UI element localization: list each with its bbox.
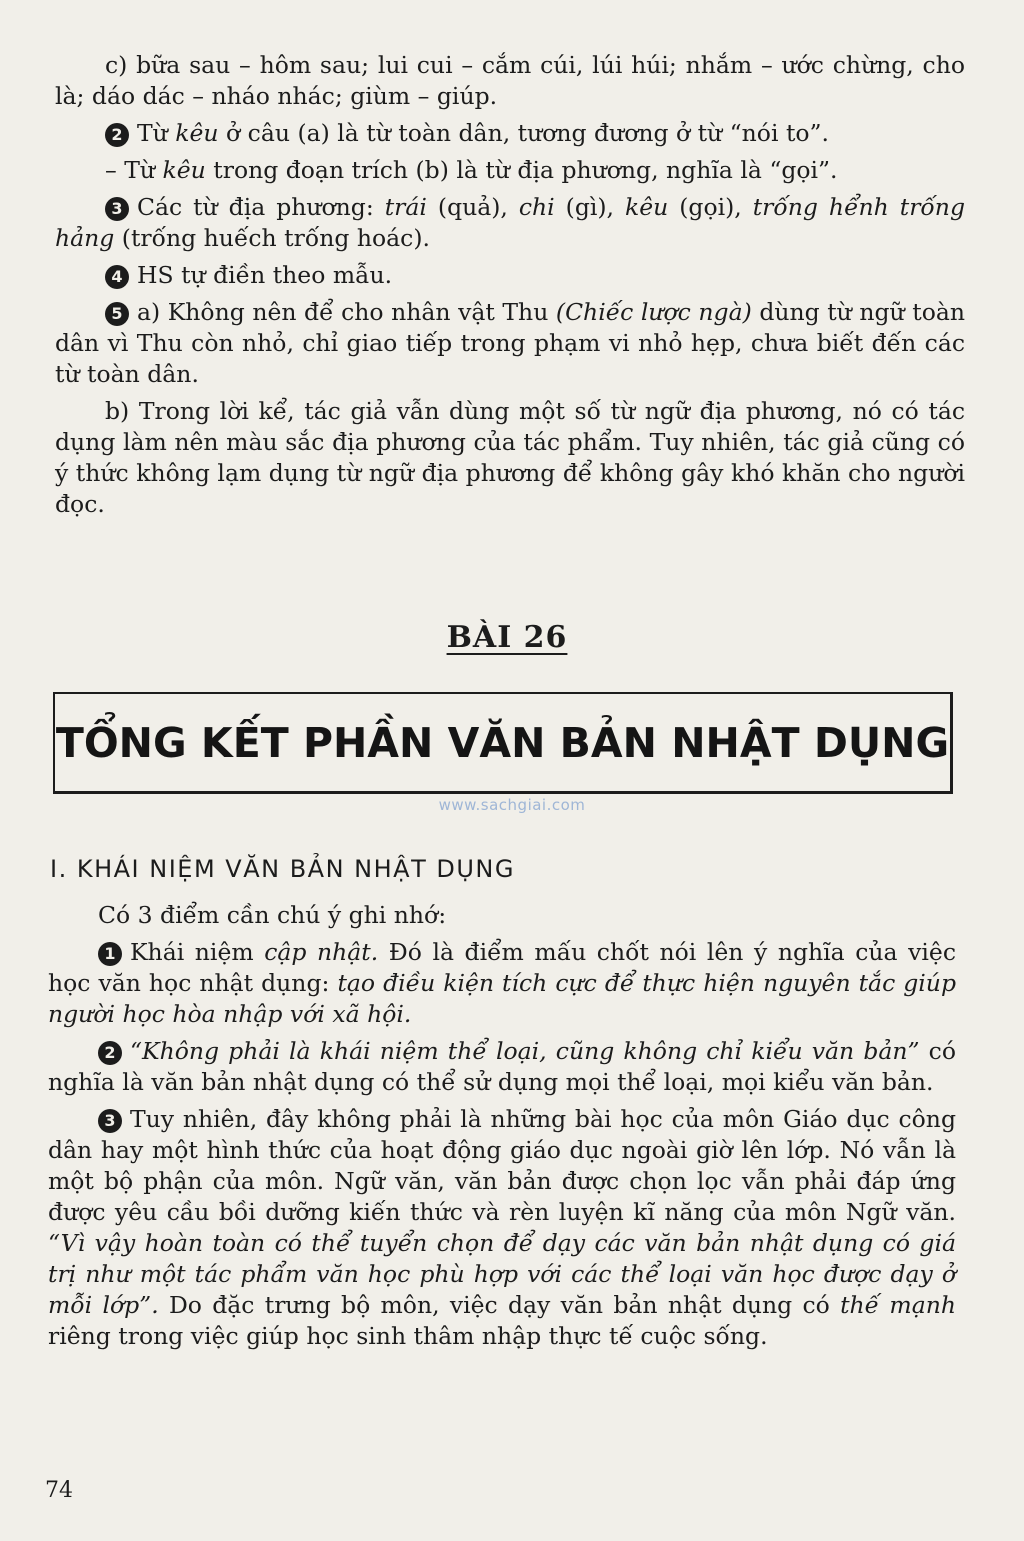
number-2b-icon: 2 — [98, 1041, 122, 1065]
number-2-icon: 2 — [105, 123, 129, 147]
answer-5a: 5 a) Không nên để cho nhân vật Thu (Chiếc lược ngà) dùng từ ngữ toàn dân vì Thu còn nhỏ, chỉ giao tiếp trong phạm vi nhỏ hẹp, chưa biết đến các từ toàn dân. — [55, 298, 965, 388]
number-5-icon: 5 — [105, 302, 129, 326]
section-body — [48, 900, 956, 1358]
answer-2: 2 Từ kêu ở câu (a) là từ toàn dân, tương đương ở từ “nói to”. — [55, 118, 965, 149]
lesson-title: TỔNG KẾT PHẦN VĂN BẢN NHẬT DỤNG — [55, 718, 950, 767]
answer-2b: – Từ kêu trong đoạn trích (b) là từ địa phương, nghĩa là “gọi”. — [105, 156, 838, 184]
number-1-icon: 1 — [98, 942, 122, 966]
section-intro: Có 3 điểm cần chú ý ghi nhớ: — [98, 901, 447, 929]
page-number: 74 — [45, 1478, 73, 1503]
point-2: 2 “Không phải là khái niệm thể loại, cũng không chỉ kiểu văn bản” có nghĩa là văn bản nhật dụng có thể sử dụng mọi thể loại, mọi kiểu văn bản. — [48, 1037, 956, 1096]
point-1: 1 Khái niệm cập nhật. Đó là điểm mấu chốt nói lên ý nghĩa của việc học văn học nhật dụng: tạo điều kiện tích cực để thực hiện nguyên tắc giúp người học hòa nhập với xã hội. — [48, 938, 956, 1028]
answer-1c: c) bữa sau – hôm sau; lui cui – cắm cúi, lúi húi; nhắm – ước chừng, cho là; dáo dác – nháo nhác; giùm – giúp. — [55, 51, 965, 110]
point-3: 3 Tuy nhiên, đây không phải là những bài học của môn Giáo dục công dân hay một hình thức của hoạt động giáo dục ngoài giờ lên lớp. Nó vẫn là một bộ phận của môn. Ngữ văn, văn bản được chọn lọc vẫn phải đáp ứng được yêu cầu bồi dưỡng kiến thức và rèn luyện kĩ năng của môn Ngữ văn. “Vì vậy hoàn toàn có thể tuyển chọn để dạy các văn bản nhật dụng có giá trị như một tác phẩm văn học phù hợp với các thể loại văn học được dạy ở mỗi lớp”. Do đặc trưng bộ môn, việc dạy văn bản nhật dụng có thế mạnh riêng trong việc giúp học sinh thâm nhập thực tế cuộc sống. — [48, 1105, 956, 1350]
number-3b-icon: 3 — [98, 1109, 122, 1133]
answer-5b: b) Trong lời kể, tác giả vẫn dùng một số từ ngữ địa phương, nó có tác dụng làm nên màu sắc địa phương của tác phẩm. Tuy nhiên, tác giả cũng có ý thức không lạm dụng từ ngữ địa phương để không gây khó khăn cho người đọc. — [55, 397, 965, 518]
number-4-icon: 4 — [105, 265, 129, 289]
lesson-title-box — [53, 692, 953, 794]
lesson-label: BÀI 26 — [446, 620, 568, 655]
number-3-icon: 3 — [105, 197, 129, 221]
section-heading: I. KHÁI NIỆM VĂN BẢN NHẬT DỤNG — [50, 855, 515, 883]
watermark-url: www.sachgiai.com — [438, 796, 586, 814]
answer-4: 4 HS tự điền theo mẫu. — [55, 260, 965, 291]
answer-3: 3 Các từ địa phương: trái (quả), chi (gì), kêu (gọi), trống hểnh trống hảng (trống huếch trống hoác). — [55, 193, 965, 252]
exercise-answers — [55, 50, 965, 526]
